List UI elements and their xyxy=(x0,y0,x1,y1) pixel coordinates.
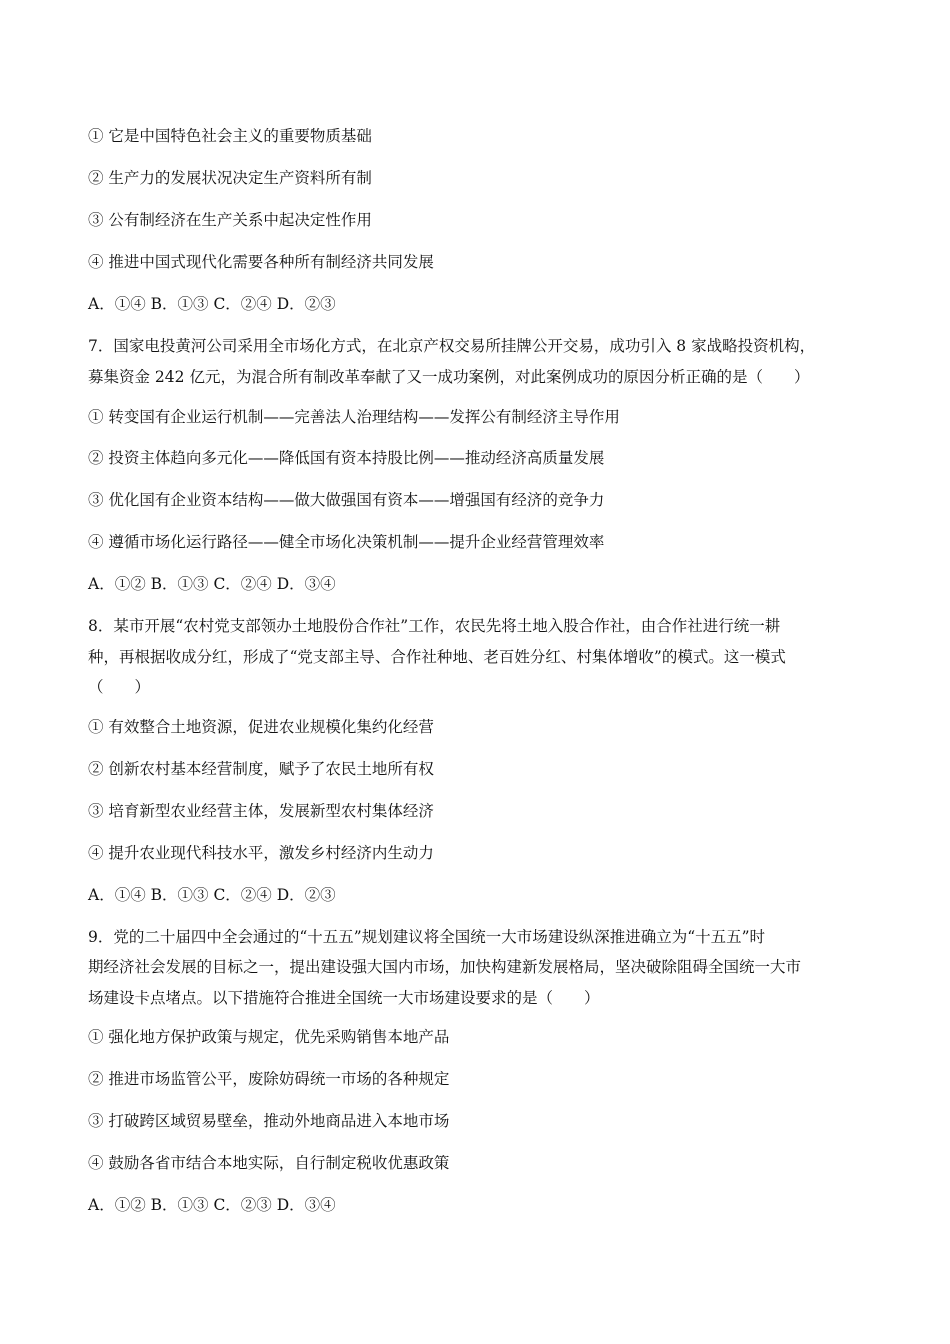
q9-option-3: ③ 打破跨区域贸易壁垒，推动外地商品进入本地市场 xyxy=(88,1112,450,1130)
q6-option-3: ③ 公有制经济在生产关系中起决定性作用 xyxy=(88,211,372,229)
q9-stem-line-1: 9．党的二十届四中全会通过的“十五五”规划建议将全国统一大市场建设纵深推进确立为“十五五”时 xyxy=(88,928,766,946)
q8-option-1: ① 有效整合土地资源，促进农业规模化集约化经营 xyxy=(88,718,434,736)
q7-option-3: ③ 优化国有企业资本结构——做大做强国有资本——增强国有经济的竞争力 xyxy=(88,491,605,509)
q8-option-2: ② 创新农村基本经营制度，赋予了农民土地所有权 xyxy=(88,760,434,778)
q7-stem-line-1: 7．国家电投黄河公司采用全市场化方式，在北京产权交易所挂牌公开交易，成功引入 8 家战略投资机构， xyxy=(88,337,816,355)
q6-option-4: ④ 推进中国式现代化需要各种所有制经济共同发展 xyxy=(88,253,434,271)
q6-option-2: ② 生产力的发展状况决定生产资料所有制 xyxy=(88,169,372,187)
q9-option-2: ② 推进市场监管公平，废除妨碍统一市场的各种规定 xyxy=(88,1070,450,1088)
q8-option-4: ④ 提升农业现代科技水平，激发乡村经济内生动力 xyxy=(88,844,434,862)
q9-option-4: ④ 鼓励各省市结合本地实际，自行制定税收优惠政策 xyxy=(88,1154,450,1172)
q8-stem-line-3: （ ） xyxy=(88,678,151,696)
q6-answer-choices: A．①④ B．①③ C．②④ D．②③ xyxy=(88,295,336,313)
q8-stem-line-1: 8．某市开展“农村党支部领办土地股份合作社”工作，农民先将土地入股合作社，由合作社进行统一耕 xyxy=(88,617,781,635)
q7-option-1: ① 转变国有企业运行机制——完善法人治理结构——发挥公有制经济主导作用 xyxy=(88,408,620,426)
q8-option-3: ③ 培育新型农业经营主体，发展新型农村集体经济 xyxy=(88,802,434,820)
q9-option-1: ① 强化地方保护政策与规定，优先采购销售本地产品 xyxy=(88,1028,450,1046)
q7-answer-choices: A．①② B．①③ C．②④ D．③④ xyxy=(88,575,336,593)
q8-stem-line-2: 种，再根据收成分红，形成了“党支部主导、合作社种地、老百姓分红、村集体增收”的模式。这一模式 xyxy=(88,648,786,666)
q7-option-4: ④ 遵循市场化运行路径——健全市场化决策机制——提升企业经营管理效率 xyxy=(88,533,605,551)
q9-answer-choices: A．①② B．①③ C．②③ D．③④ xyxy=(88,1196,336,1214)
q9-stem-line-3: 场建设卡点堵点。以下措施符合推进全国统一大市场建设要求的是（ ） xyxy=(88,989,600,1007)
q8-answer-choices: A．①④ B．①③ C．②④ D．②③ xyxy=(88,886,336,904)
q9-stem-line-2: 期经济社会发展的目标之一，提出建设强大国内市场，加快构建新发展格局，坚决破除阻碍全国统一大市 xyxy=(88,958,802,976)
q7-stem-line-2: 募集资金 242 亿元，为混合所有制改革奉献了又一成功案例，对此案例成功的原因分析正确的是（ ） xyxy=(88,368,810,386)
q6-option-1: ① 它是中国特色社会主义的重要物质基础 xyxy=(88,127,372,145)
q7-option-2: ② 投资主体趋向多元化——降低国有资本持股比例——推动经济高质量发展 xyxy=(88,449,605,467)
